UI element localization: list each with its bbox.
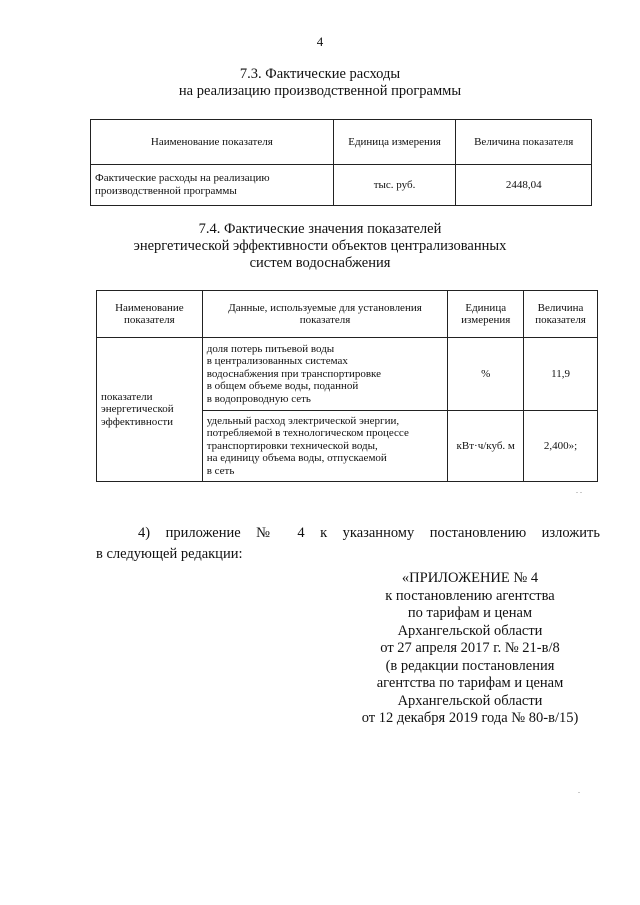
paragraph-line: 4) приложение № 4 к указанному постановлению изложить (138, 525, 600, 541)
table-header-row (91, 120, 592, 165)
title-line: 7.4. Фактические значения показателей (198, 221, 442, 237)
appendix-line: «ПРИЛОЖЕНИЕ № 4 (401, 570, 539, 586)
appendix-line: Архангельской области (397, 622, 543, 639)
header-cell-unit: Единица измерения (448, 291, 524, 338)
cell-value: 2,400»; (524, 411, 598, 482)
title-line: на реализацию производственной программы (178, 83, 462, 99)
amendment-paragraph (96, 523, 600, 565)
cell-value: 11,9 (524, 338, 598, 411)
appendix-line: к постановлению агентства (385, 587, 555, 604)
cell-data-description: удельный расход электрической энергии, потребляемой в технологическом процессе транспортировки технической воды, на единицу объема воды, отпускаемой в сеть (202, 411, 448, 482)
header-cell-name: Наименование показателя (97, 291, 203, 338)
cell-unit: кВт·ч/куб. м (448, 411, 524, 482)
header-cell-unit: Единица измерения (333, 120, 456, 165)
title-line: 7.3. Фактические расходы (239, 66, 401, 82)
cell-unit: тыс. руб. (333, 165, 456, 206)
energy-efficiency-table (96, 290, 598, 482)
section-title-7-4 (0, 221, 640, 272)
page-number: 4 (316, 34, 324, 49)
header-cell-name: Наименование показателя (91, 120, 334, 165)
scan-mark: . . (576, 486, 582, 495)
title-line: систем водоснабжения (249, 255, 391, 271)
appendix-header (320, 570, 620, 728)
paragraph-line: в следующей редакции: (96, 546, 243, 562)
cell-unit: % (448, 338, 524, 411)
appendix-line: Архангельской области (397, 692, 543, 709)
appendix-line: агентства по тарифам и ценам (376, 675, 564, 691)
actual-expenses-table (90, 119, 592, 206)
header-cell-data: Данные, используемые для установления показателя (202, 291, 448, 338)
cell-value: 2448,04 (456, 165, 592, 206)
appendix-line: от 12 декабря 2019 года № 80-в/15) (361, 710, 579, 726)
appendix-line: (в редакции постановления (385, 657, 555, 674)
table-header-row (97, 291, 598, 338)
appendix-line: от 27 апреля 2017 г. № 21-в/8 (380, 640, 560, 656)
table-row (91, 165, 592, 206)
header-cell-value: Величина показателя (456, 120, 592, 165)
scan-mark: . (578, 786, 580, 795)
cell-data-description: доля потерь питьевой воды в централизованных системах водоснабжения при транспортировке в общем объеме воды, поданной в водопроводную сеть (202, 338, 448, 411)
section-title-7-3 (0, 66, 640, 100)
cell-indicator-name: Фактические расходы на реализацию производственной программы (91, 165, 334, 206)
table-row (97, 338, 598, 411)
header-cell-value: Величина показателя (524, 291, 598, 338)
cell-indicator-name: показатели энергетической эффективности (97, 338, 203, 482)
title-line: энергетической эффективности объектов централизованных (133, 238, 507, 254)
appendix-line: по тарифам и ценам (407, 605, 533, 621)
